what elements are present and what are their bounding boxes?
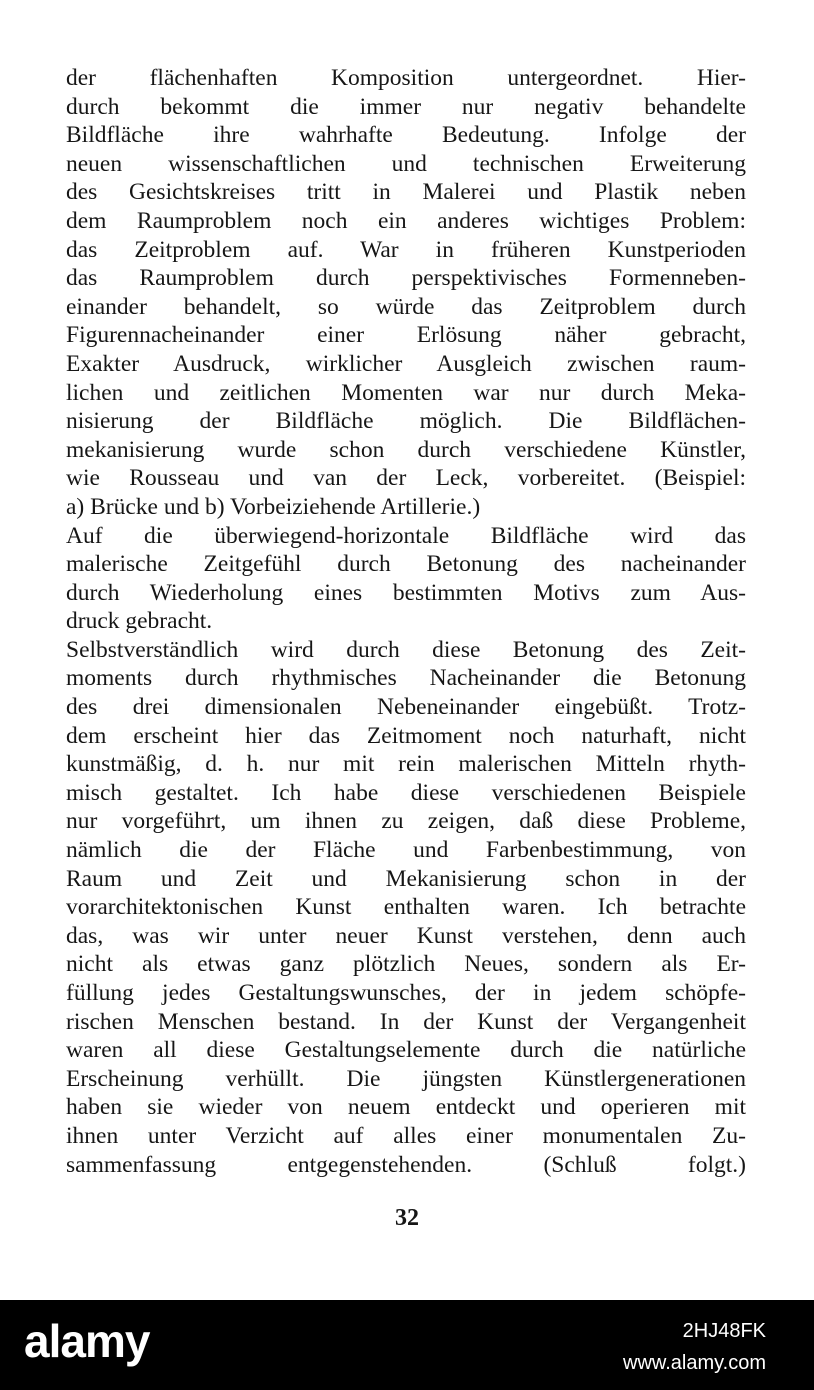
- text-line: das Raumproblem durch perspektivisches Formenneben-: [66, 265, 746, 292]
- text-line: dem erscheint hier das Zeitmoment noch naturhaft, nicht: [66, 722, 746, 749]
- text-line: dem Raumproblem noch ein anderes wichtiges Problem:: [66, 207, 746, 234]
- text-line: Erscheinung verhüllt. Die jüngsten Künstlergenerationen: [66, 1065, 746, 1092]
- text-line: des drei dimensionalen Nebeneinander eingebüßt. Trotz-: [66, 694, 746, 721]
- text-line: Auf die überwiegend-horizontale Bildfläche wird das: [66, 522, 746, 549]
- text-line: mekanisierung wurde schon durch verschiedene Künstler,: [66, 436, 746, 463]
- text-line: einander behandelt, so würde das Zeitproblem durch: [66, 293, 746, 320]
- text-line: nisierung der Bildfläche möglich. Die Bildflächen-: [66, 408, 746, 435]
- text-line: misch gestaltet. Ich habe diese verschiedenen Beispiele: [66, 779, 746, 806]
- text-line: moments durch rhythmisches Nacheinander die Betonung: [66, 665, 746, 692]
- text-line: lichen und zeitlichen Momenten war nur durch Meka-: [66, 379, 746, 406]
- text-line: a) Brücke und b) Vorbeiziehende Artillerie.): [66, 493, 481, 520]
- text-line: durch Wiederholung eines bestimmten Motivs zum Aus-: [66, 579, 746, 606]
- text-line: waren all diese Gestaltungselemente durch die natürliche: [66, 1037, 746, 1064]
- text-line: malerische Zeitgefühl durch Betonung des nacheinander: [66, 551, 746, 578]
- text-line: nur vorgeführt, um ihnen zu zeigen, daß diese Probleme,: [66, 808, 746, 835]
- text-line: Bildfläche ihre wahrhafte Bedeutung. Infolge der: [66, 122, 746, 149]
- page-number: 32: [395, 1205, 419, 1231]
- text-line: neuen wissenschaftlichen und technischen Erweiterung: [66, 150, 746, 177]
- text-line: nämlich die der Fläche und Farbenbestimmung, von: [66, 837, 746, 864]
- body-text: [66, 64, 746, 1179]
- text-line: haben sie wieder von neuem entdeckt und operieren mit: [66, 1094, 746, 1121]
- text-line: nicht als etwas ganz plötzlich Neues, sondern als Er-: [66, 951, 746, 978]
- text-line: durch bekommt die immer nur negativ behandelte: [66, 93, 746, 120]
- text-line: rischen Menschen bestand. In der Kunst der Vergangenheit: [66, 1008, 746, 1035]
- text-line: sammenfassung entgegenstehenden. (Schluß folgt.): [66, 1151, 746, 1178]
- text-line: kunstmäßig, d. h. nur mit rein malerischen Mitteln rhyth-: [66, 751, 746, 778]
- text-line: der flächenhaften Komposition untergeordnet. Hier-: [66, 65, 746, 91]
- text-line: das Zeitproblem auf. War in früheren Kunstperioden: [66, 236, 746, 263]
- text-line: Raum und Zeit und Mekanisierung schon in der: [66, 865, 746, 892]
- text-line: das, was wir unter neuer Kunst verstehen, denn auch: [66, 922, 746, 949]
- text-line: druck gebracht.: [66, 608, 213, 635]
- text-line: ihnen unter Verzicht auf alles einer monumentalen Zu-: [66, 1122, 746, 1149]
- text-line: füllung jedes Gestaltungswunsches, der in jedem schöpfe-: [66, 980, 746, 1006]
- text-line: Selbstverständlich wird durch diese Betonung des Zeit-: [66, 636, 746, 663]
- text-line: Exakter Ausdruck, wirklicher Ausgleich zwischen raum-: [66, 350, 746, 377]
- text-line: wie Rousseau und van der Leck, vorbereitet. (Beispiel:: [66, 465, 746, 492]
- text-line: vorarchitektonischen Kunst enthalten waren. Ich betrachte: [66, 894, 746, 921]
- text-line: des Gesichtskreises tritt in Malerei und Plastik neben: [66, 179, 746, 206]
- image-id: 2HJ48FK: [682, 1320, 766, 1342]
- text-line: Figurennacheinander einer Erlösung näher gebracht,: [66, 322, 746, 349]
- brand-logo: alamy: [24, 1315, 150, 1367]
- footer-url: www.alamy.com: [623, 1352, 766, 1374]
